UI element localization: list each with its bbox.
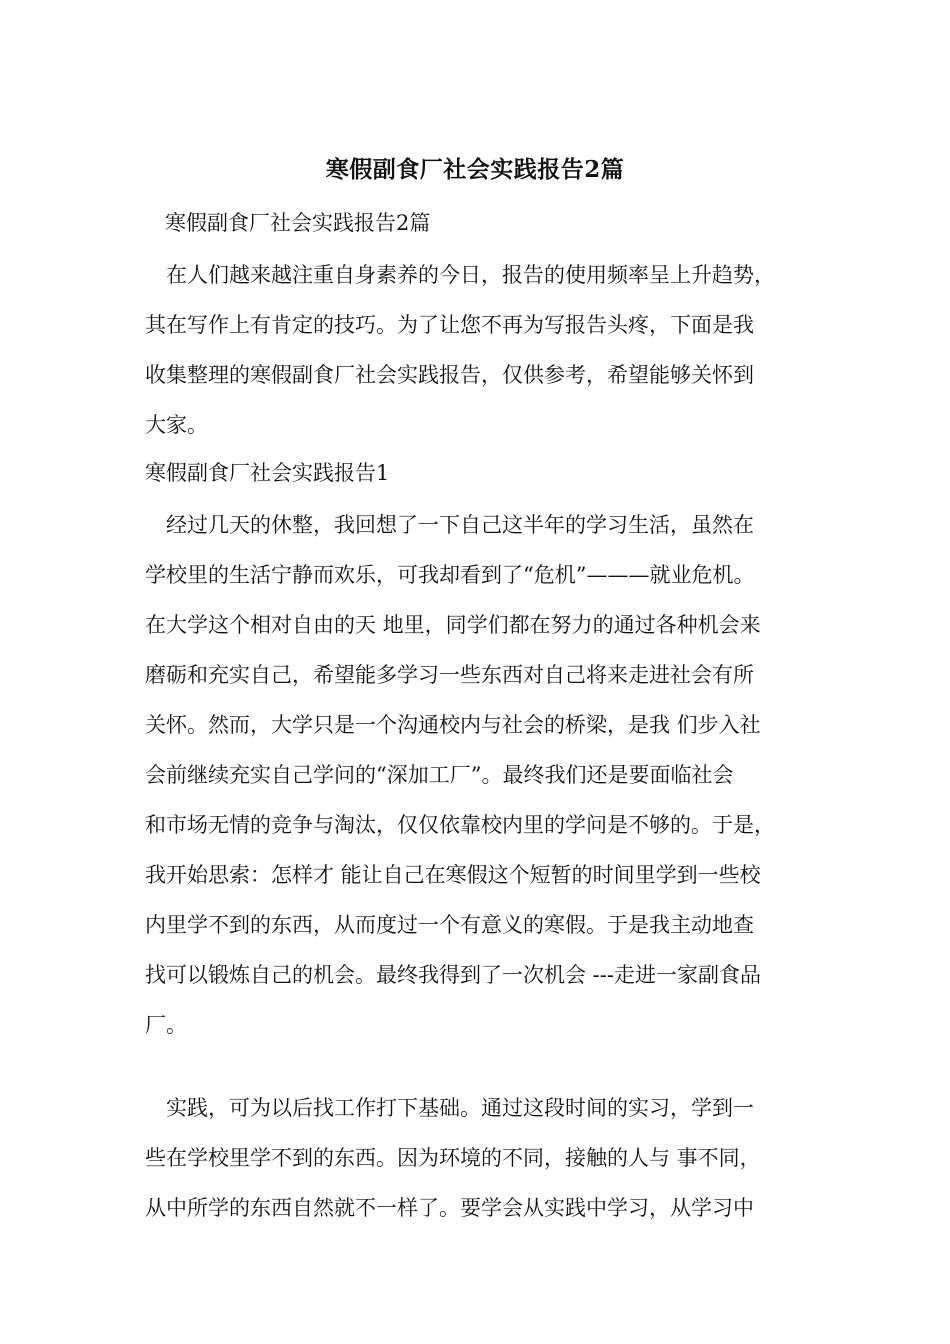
text-line: 学校里的生活宁静而欢乐，可我却看到了“危机”———就业危机。	[145, 563, 755, 587]
text-line: 磨砺和充实自己，希望能多学习一些东西对自己将来走进社会有所	[145, 663, 754, 687]
text-line: 些在学校里学不到的东西。因为环境的不同，接触的人与 事不同，	[145, 1146, 761, 1170]
text-line: 在人们越来越注重自身素养的今日，报告的使用频率呈上升趋势，	[145, 263, 775, 287]
document-subtitle: 寒假副食厂社会实践报告2篇	[165, 211, 431, 235]
text-line: 从中所学的东西自然就不一样了。要学会从实践中学习，从学习中	[145, 1196, 754, 1220]
text-line: 厂。	[145, 1013, 187, 1037]
text-line: 在大学这个相对自由的天 地里，同学们都在努力的通过各种机会来	[145, 613, 761, 637]
text-line: 收集整理的寒假副食厂社会实践报告，仅供参考，希望能够关怀到	[145, 363, 754, 387]
text-line: 关怀。然而，大学只是一个沟通校内与社会的桥梁，是我 们步入社	[145, 713, 761, 737]
body-paragraph	[145, 1083, 825, 1233]
document-title: 寒假副食厂社会实践报告2篇	[325, 156, 625, 183]
text-line: 会前继续充实自己学问的“深加工厂”。最终我们还是要面临社会	[145, 763, 734, 787]
text-line: 找可以锻炼自己的机会。最终我得到了一次机会 ---走进一家副食品	[145, 963, 761, 987]
body-paragraph	[145, 500, 825, 1050]
text-line: 经过几天的休整，我回想了一下自己这半年的学习生活，虽然在	[145, 513, 754, 537]
text-line: 实践，可为以后找工作打下基础。通过这段时间的实习，学到一	[145, 1096, 754, 1120]
text-line: 和市场无情的竞争与淘汰，仅仅依靠校内里的学问是不够的。于是，	[145, 813, 775, 837]
text-line: 我开始思索：怎样才 能让自己在寒假这个短暂的时间里学到一些校	[145, 863, 761, 887]
section-heading: 寒假副食厂社会实践报告1	[145, 461, 390, 485]
intro-paragraph	[145, 250, 825, 450]
text-line: 其在写作上有肯定的技巧。为了让您不再为写报告头疼，下面是我	[145, 313, 754, 337]
text-line: 大家。	[145, 413, 208, 437]
text-line: 内里学不到的东西，从而度过一个有意义的寒假。于是我主动地查	[145, 913, 754, 937]
